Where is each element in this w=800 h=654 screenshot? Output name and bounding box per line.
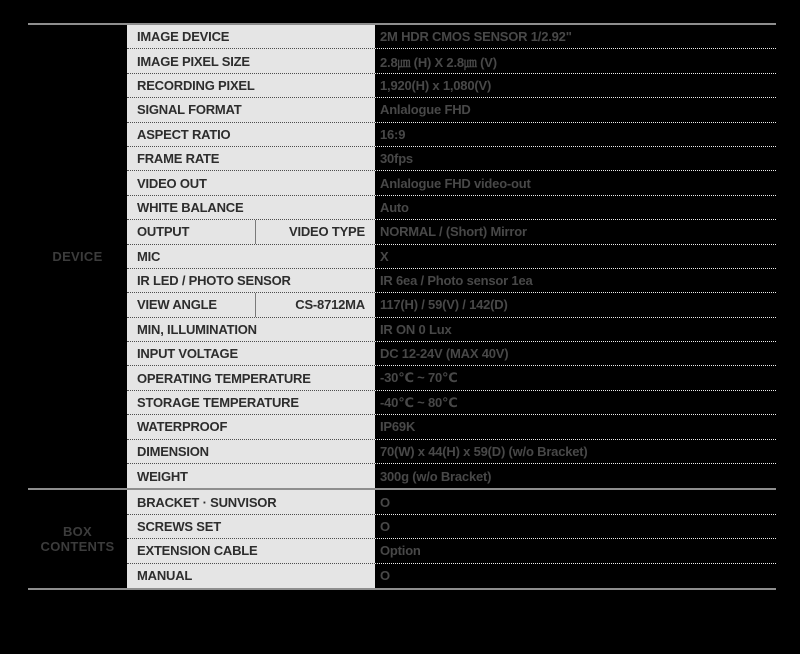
spec-row [127,464,776,488]
spec-row [127,539,776,563]
spec-row [127,391,776,415]
spec-row [127,25,776,49]
spec-label: WATERPROOF [137,419,228,435]
spec-row [127,515,776,539]
spec-sublabel: CS-8712MA [255,293,375,316]
spec-value: 70(W) x 44(H) x 59(D) (w/o Bracket) [375,440,776,464]
spec-value: 30fps [375,147,776,171]
spec-table [28,23,776,590]
spec-label: OUTPUT [137,224,190,240]
spec-value: 2.8㎛ (H) X 2.8㎛ (V) [375,49,776,73]
spec-row [127,171,776,195]
spec-label: IMAGE PIXEL SIZE [137,53,250,69]
spec-label-cell [127,74,375,98]
spec-label-cell [127,98,375,122]
spec-value: 117(H) / 59(V) / 142(D) [375,293,776,317]
spec-label: MANUAL [137,568,193,584]
spec-row [127,490,776,514]
spec-row [127,269,776,293]
section-rows [127,25,776,488]
spec-row [127,440,776,464]
spec-row [127,245,776,269]
spec-label: STORAGE TEMPERATURE [137,395,299,411]
spec-label: BRACKET · SUNVISOR [137,494,277,510]
spec-row [127,98,776,122]
spec-label: VIEW ANGLE [137,297,217,313]
spec-label: EXTENSION CABLE [137,543,258,559]
spec-label: MIN, ILLUMINATION [137,321,257,337]
spec-row [127,415,776,439]
spec-value: O [375,564,776,588]
spec-label: SIGNAL FORMAT [137,102,242,118]
spec-value: X [375,245,776,269]
spec-label-cell [127,245,375,269]
spec-label: WHITE BALANCE [137,199,244,215]
spec-value: DC 12-24V (MAX 40V) [375,342,776,366]
spec-label-cell [127,123,375,147]
spec-label: INPUT VOLTAGE [137,346,238,362]
spec-label-cell [127,490,375,514]
spec-label-cell [127,318,375,342]
spec-label-cell [127,147,375,171]
spec-value: IR ON 0 Lux [375,318,776,342]
spec-label: VIDEO OUT [137,175,207,191]
spec-value: IP69K [375,415,776,439]
spec-section [28,25,776,488]
spec-table-body [28,25,776,588]
spec-label-cell [127,366,375,390]
spec-label-cell [127,269,375,293]
spec-value: Anlalogue FHD [375,98,776,122]
spec-row [127,74,776,98]
spec-row [127,293,776,317]
section-label: BOX CONTENTS [28,490,127,588]
spec-label: RECORDING PIXEL [137,77,255,93]
spec-label: WEIGHT [137,468,188,484]
spec-label-cell [127,564,375,588]
spec-label: MIC [137,248,161,264]
spec-label: ASPECT RATIO [137,126,231,142]
spec-row [127,342,776,366]
spec-row [127,366,776,390]
spec-label: FRAME RATE [137,151,220,167]
spec-value: 1,920(H) x 1,080(V) [375,74,776,98]
spec-row [127,196,776,220]
spec-sublabel: VIDEO TYPE [255,220,375,243]
spec-label-cell [127,25,375,49]
spec-value: Option [375,539,776,563]
spec-section [28,488,776,588]
spec-label-cell [127,293,375,317]
spec-label: OPERATING TEMPERATURE [137,370,311,386]
spec-row [127,49,776,73]
spec-label-cell [127,391,375,415]
spec-value: Anlalogue FHD video-out [375,171,776,195]
section-rows [127,490,776,588]
spec-row [127,318,776,342]
spec-value: Auto [375,196,776,220]
spec-label: SCREWS SET [137,519,221,534]
spec-label-cell [127,196,375,220]
spec-label-cell [127,515,375,539]
spec-label-cell [127,342,375,366]
spec-value: NORMAL / (Short) Mirror [375,220,776,244]
spec-label-cell [127,171,375,195]
spec-value: 2M HDR CMOS SENSOR 1/2.92" [375,25,776,49]
spec-label-cell [127,539,375,563]
spec-label: DIMENSION [137,443,209,459]
spec-value: IR 6ea / Photo sensor 1ea [375,269,776,293]
spec-value: -30℃ ~ 70℃ [375,366,776,390]
spec-value: -40℃ ~ 80℃ [375,391,776,415]
spec-label-cell [127,49,375,73]
spec-label: IR LED / PHOTO SENSOR [137,273,291,289]
spec-label-cell [127,440,375,464]
spec-value: 16:9 [375,123,776,147]
spec-row [127,564,776,588]
spec-row [127,220,776,244]
spec-value: O [375,490,776,514]
spec-label: IMAGE DEVICE [137,29,230,45]
spec-label-cell [127,220,375,244]
section-label: DEVICE [28,25,127,488]
spec-row [127,123,776,147]
spec-label-cell [127,415,375,439]
spec-value: 300g (w/o Bracket) [375,464,776,488]
spec-value: O [375,515,776,539]
spec-row [127,147,776,171]
spec-label-cell [127,464,375,488]
